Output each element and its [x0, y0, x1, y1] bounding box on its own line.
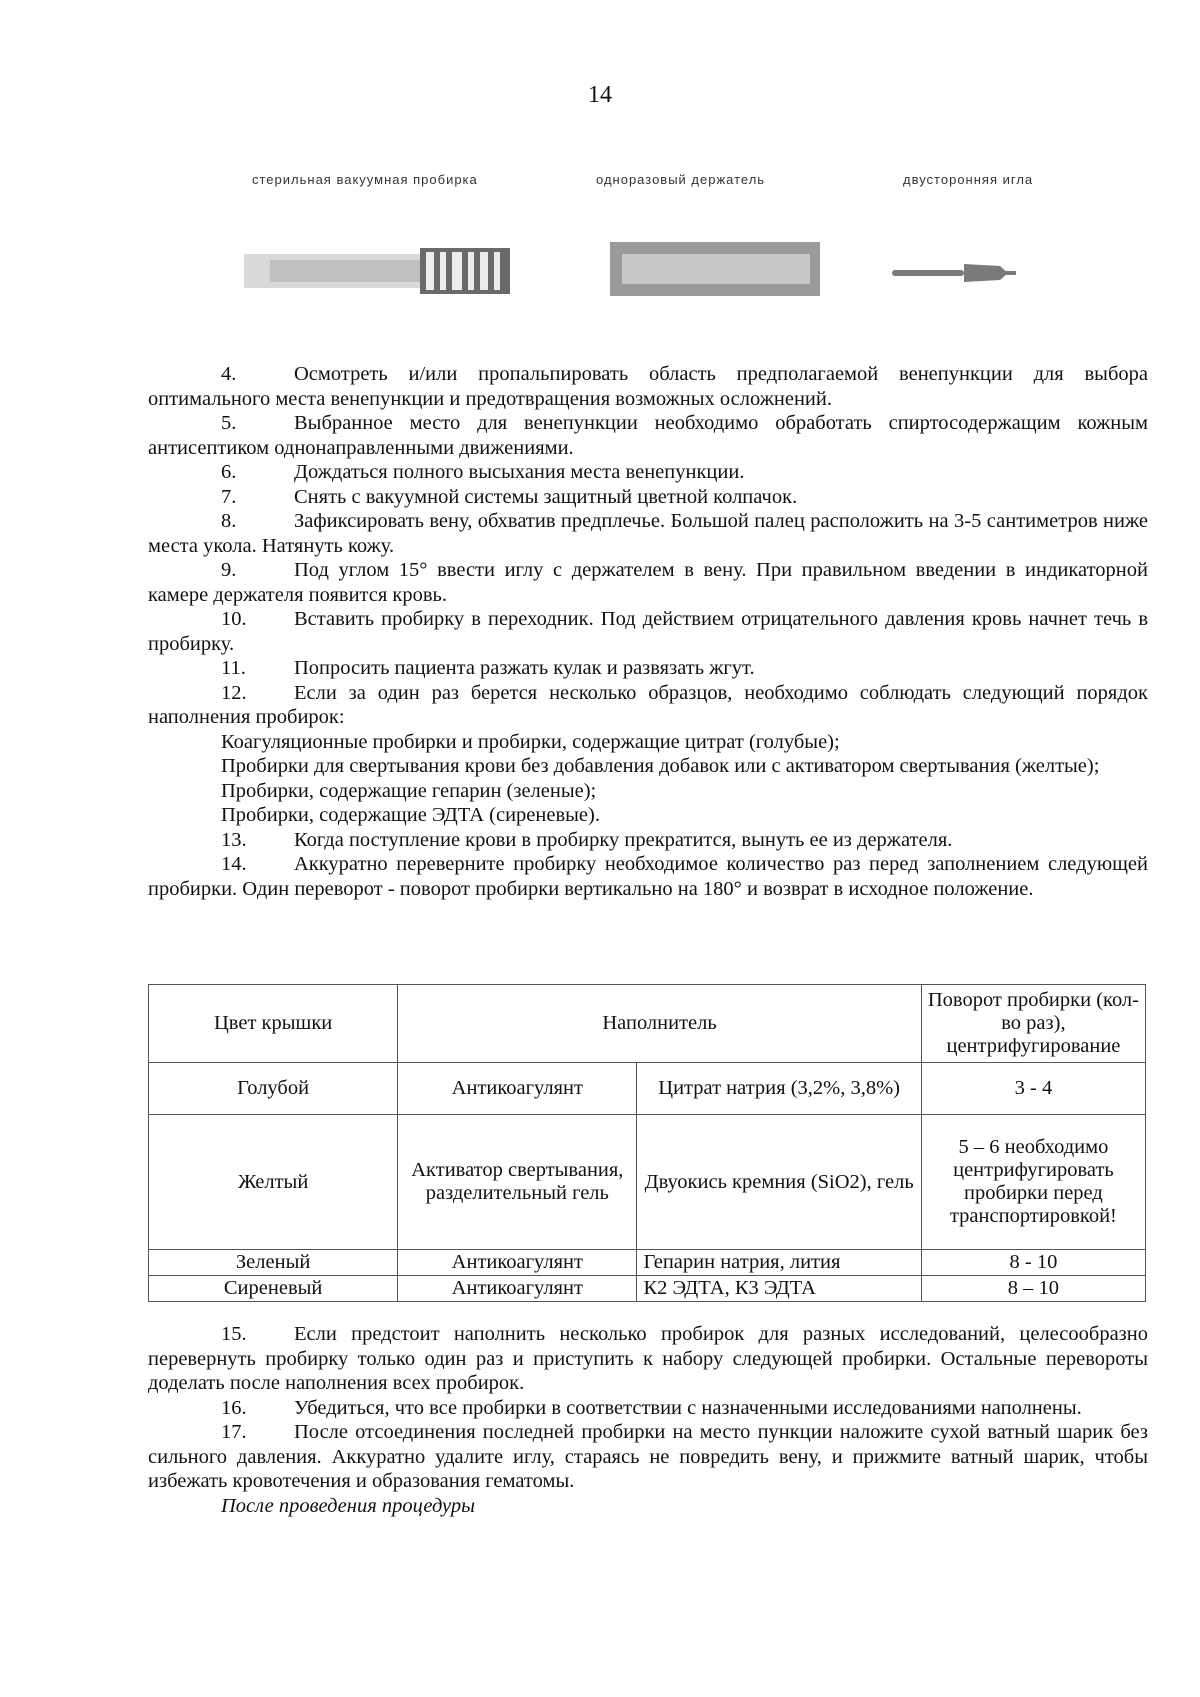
cell-count: 3 - 4 — [921, 1063, 1145, 1115]
step-16: 16. Убедиться, что все пробирки в соответствии с назначенными исследованиями наполнены. — [221, 1396, 1082, 1419]
table-row — [149, 1063, 1146, 1115]
after-procedure-heading: После проведения процедуры — [221, 1494, 476, 1517]
step-9: 9. Под углом 15° ввести иглу с держателем в вену. При правильном введении в индикаторной камере держателя появится кровь. — [148, 559, 1148, 606]
order-item-green: Пробирки, содержащие гепарин (зеленые); — [221, 779, 597, 802]
figure-label-needle: двусторонняя игла — [903, 172, 1034, 187]
step-8: 8. Зафиксировать вену, обхватив предплечье. Большой палец расположить на 3-5 сантиметров ниже места укола. Натянуть кожу. — [148, 510, 1148, 557]
cell-type: Антикоагулянт — [398, 1276, 637, 1302]
step-15: 15. Если предстоит наполнить несколько пробирок для разных исследований, целесообразно перевернуть пробирку только один раз и приступить к набору следующей пробирки. Остальные перевороты доделать после наполнения всех пробирок. — [148, 1323, 1148, 1394]
step-14: 14. Аккуратно переверните пробирку необходимое количество раз перед заполнением следующей пробирки. Один переворот - поворот пробирки вертикально на 180° и возврат в исходное положение. — [148, 853, 1148, 900]
cell-substance: Цитрат натрия (3,2%, 3,8%) — [637, 1063, 921, 1115]
figure-label-tube: стерильная вакуумная пробирка — [252, 172, 478, 187]
cell-type: Антикоагулянт — [398, 1063, 637, 1115]
cell-substance: К2 ЭДТА, К3 ЭДТА — [637, 1276, 921, 1302]
cell-type: Антикоагулянт — [398, 1250, 637, 1276]
step-7: 7. Снять с вакуумной системы защитный цветной колпачок. — [221, 485, 798, 508]
step-17: 17. После отсоединения последней пробирки на место пункции наложите сухой ватный шарик без сильного давления. Аккуратно удалите иглу, стараясь не повредить вену, и прижмите ватный шарик, чтобы избежать кровотечения и образования гематомы. — [148, 1421, 1148, 1492]
order-item-blue: Коагуляционные пробирки и пробирки, содержащие цитрат (голубые); — [221, 730, 840, 753]
order-item-lilac: Пробирки, содержащие ЭДТА (сиреневые). — [221, 804, 600, 826]
table-header-row — [149, 985, 1146, 1063]
step-11: 11. Попросить пациента разжать кулак и развязать жгут. — [221, 657, 755, 679]
holder-illustration — [608, 232, 828, 300]
cell-color: Желтый — [149, 1115, 398, 1250]
cell-color: Зеленый — [149, 1250, 398, 1276]
step-6: 6. Дождаться полного высыхания места венепункции. — [221, 461, 745, 483]
step-10: 10. Вставить пробирку в переходник. Под действием отрицательного давления кровь начнет течь в пробирку. — [148, 608, 1148, 655]
cell-substance: Гепарин натрия, лития — [637, 1250, 921, 1276]
cell-substance: Двуокись кремния (SiO2), гель — [637, 1115, 921, 1250]
cell-count: 5 – 6 необходимо центрифугировать пробирки перед транспортировкой! — [921, 1115, 1145, 1250]
cell-color: Голубой — [149, 1063, 398, 1115]
cell-count: 8 – 10 — [921, 1276, 1145, 1302]
order-item-yellow: Пробирки для свертывания крови без добавления добавок или с активатором свертывания (желтые); — [221, 755, 1100, 777]
table-row — [149, 1276, 1146, 1302]
header-cap-color: Цвет крышки — [149, 985, 398, 1063]
figure-label-holder: одноразовый держатель — [596, 172, 766, 187]
table-row — [149, 1250, 1146, 1276]
tube-order-table — [148, 984, 1146, 1302]
step-4: 4. Осмотреть и/или пропальпировать область предполагаемой венепункции для выбора оптимального места венепункции и предотвращения возможных осложнений. — [148, 363, 1148, 410]
step-5: 5. Выбранное место для венепункции необходимо обработать спиртосодержащим кожным антисептиком однонаправленными движениями. — [148, 412, 1148, 459]
instruction-text-before-table — [148, 362, 1148, 901]
header-filler: Наполнитель — [398, 985, 922, 1063]
step-13: 13. Когда поступление крови в пробирку прекратится, вынуть ее из держателя. — [221, 828, 953, 851]
cell-type: Активатор свертывания, разделительный гель — [398, 1115, 637, 1250]
step-12: 12. Если за один раз берется несколько образцов, необходимо соблюдать следующий порядок наполнения пробирок: — [148, 681, 1148, 728]
table-row — [149, 1115, 1146, 1250]
cell-count: 8 - 10 — [921, 1250, 1145, 1276]
needle-illustration — [890, 258, 1020, 288]
instruction-text-after-table — [148, 1322, 1148, 1518]
cell-color: Сиреневый — [149, 1276, 398, 1302]
header-inversions: Поворот пробирки (кол-во раз), центрифугирование — [921, 985, 1145, 1063]
vacuum-tube-illustration — [240, 240, 520, 300]
page-number: 14 — [588, 82, 612, 108]
